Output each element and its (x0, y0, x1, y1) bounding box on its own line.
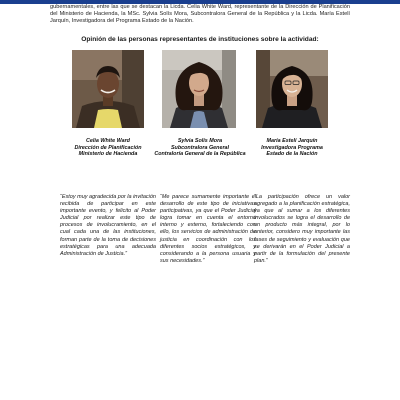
person-role: Subcontralora General (170, 144, 230, 151)
person-institution: Contraloría General de la República (154, 151, 246, 158)
quote-sylvia-solis-mora: “Me parece sumamente importante el desarrollo de este tipo de iniciativas participativas, ya que el Poder Judicial logra tomar en cuenta el entorno interno y externo, fortaleciendo con ello, los servicios de administración de justicia en coordinación con los diferentes socios estratégicos, y considerando a la persona usuaria y sus necesidades.” (160, 194, 256, 264)
person-role: Investigadora Programa (261, 144, 323, 151)
quote-celia-white-ward: “Estoy muy agradecida por la invitación recibida de participar en este importante evento, y felicito al Poder Judicial por realizar este tipo de procesos de involucramiento, en el cual cada una de las instituciones, forman parte de la toma de decisiones estratégicas para una adecuada Administración de Justicia.” (60, 194, 156, 257)
person-institution: Ministerio de Hacienda (78, 151, 138, 158)
person-institution: Estado de la Nación (266, 151, 318, 158)
photo-sylvia-solis-mora (162, 50, 236, 128)
person-name: María Estelí Jarquín (266, 138, 318, 144)
caption-maria-esteli-jarquin (244, 138, 340, 158)
photo-celia-white-ward (72, 50, 144, 128)
person-name: Celia White Ward (86, 138, 130, 144)
caption-sylvia-solis-mora (152, 138, 248, 158)
quote-maria-esteli-jarquin: “La participación ofrece un valor agregado a la planificación estratégica, ya que al sumar a los diferentes involucrados se logra el desarrollo de un producto más integral, por lo anterior, considero muy importante las fases de seguimiento y evaluación que se derivarán en el Poder Judicial a partir de la formulación del presente plan.” (254, 194, 350, 264)
section-title: Opinión de las personas representantes de instituciones sobre la actividad: (81, 36, 319, 43)
caption-celia-white-ward (60, 138, 156, 158)
person-name: Sylvia Solís Mora (177, 138, 223, 144)
person-role: Dirección de Planificación (74, 144, 142, 151)
photo-maria-esteli-jarquin (256, 50, 328, 128)
intro-paragraph: gubernamentales, entre las que se destacan la Licda. Celia White Ward, representante de la Dirección de Planificación del Ministerio de Hacienda, la MSc. Sylvia Solís Mora, Subcontralora General de la República y la Licda. María Estelí Jarquín, Investigadora del Programa Estado de la Nación. (50, 4, 350, 25)
